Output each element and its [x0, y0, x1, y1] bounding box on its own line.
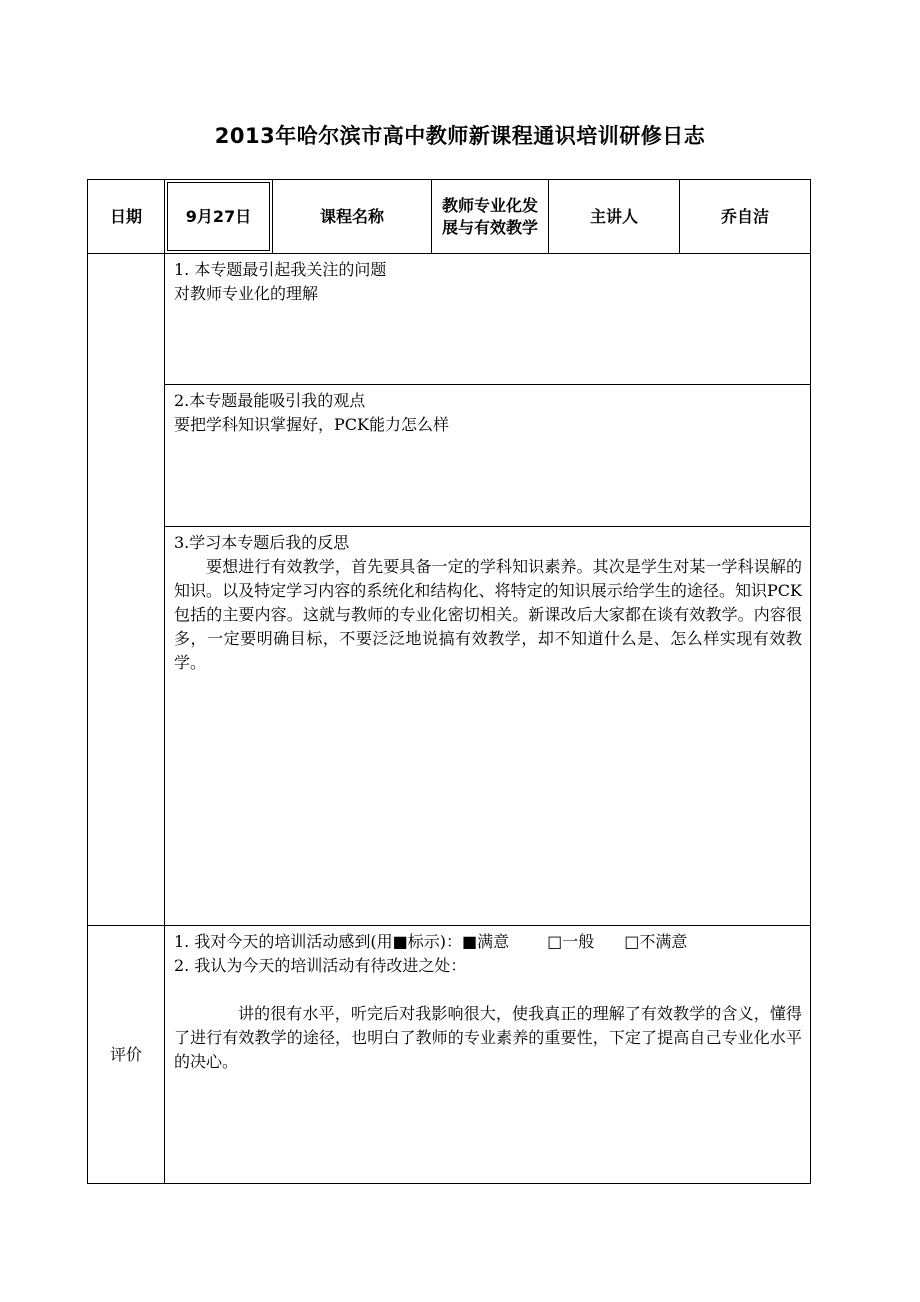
evaluation-section	[165, 926, 810, 1183]
header-divider-2	[431, 179, 432, 254]
section1-heading: 1. 本专题最引起我关注的问题	[174, 260, 387, 279]
section3-heading: 3.学习本专题后我的反思	[174, 533, 350, 552]
section2-body: 要把学科知识掌握好，PCK能力怎么样	[174, 415, 449, 434]
evaluation-body: 讲的很有水平，听完后对我影响很大，使我真正的理解了有效教学的含义，懂得了进行有效教学的途径，也明白了教师的专业素养的重要性，下定了提高自己专业化水平的决心。	[174, 1004, 802, 1071]
section-attractive-viewpoint	[165, 385, 810, 526]
section-reflection	[165, 527, 810, 925]
option-average: □一般	[547, 932, 595, 951]
satisfaction-row	[174, 930, 802, 954]
table-border-bottom	[87, 1183, 811, 1184]
section3-body: 要想进行有效教学，首先要具备一定的学科知识素养。其次是学生对某一学科误解的知识。以及特定学习内容的系统化和结构化、将特定的知识展示给学生的途径。知识PCK包括的主要内容。这就与教师的专业化密切相关。新课改后大家都在谈有效教学。内容很多，一定要明确目标，不要泛泛地说搞有效教学，却不知道什么是、怎么样实现有效教学。	[174, 557, 802, 672]
speaker-label: 主讲人	[589, 206, 638, 226]
satisfaction-question: 1. 我对今天的培训活动感到(用■标示)：	[174, 932, 462, 951]
option-satisfied: ■满意	[461, 932, 510, 951]
improvement-question: 2. 我认为今天的培训活动有待改进之处：	[174, 956, 467, 975]
option-unsatisfied: □不满意	[624, 932, 688, 951]
section1-body: 对教师专业化的理解	[174, 284, 319, 303]
document-title: 2013年哈尔滨市高中教师新课程通识培训研修日志	[214, 124, 706, 148]
date-label: 日期	[109, 206, 142, 226]
section-focus-question	[165, 254, 810, 384]
table-border-right	[810, 179, 811, 1184]
date-cell-inner-border	[269, 182, 270, 251]
course-label: 课程名称	[319, 206, 384, 226]
speaker-value: 乔自洁	[720, 206, 769, 226]
evaluation-label: 评价	[109, 1044, 142, 1064]
date-value: 9月27日	[185, 206, 252, 226]
course-value: 教师专业化发展与有效教学	[441, 195, 538, 237]
section2-heading: 2.本专题最能吸引我的观点	[174, 391, 366, 410]
